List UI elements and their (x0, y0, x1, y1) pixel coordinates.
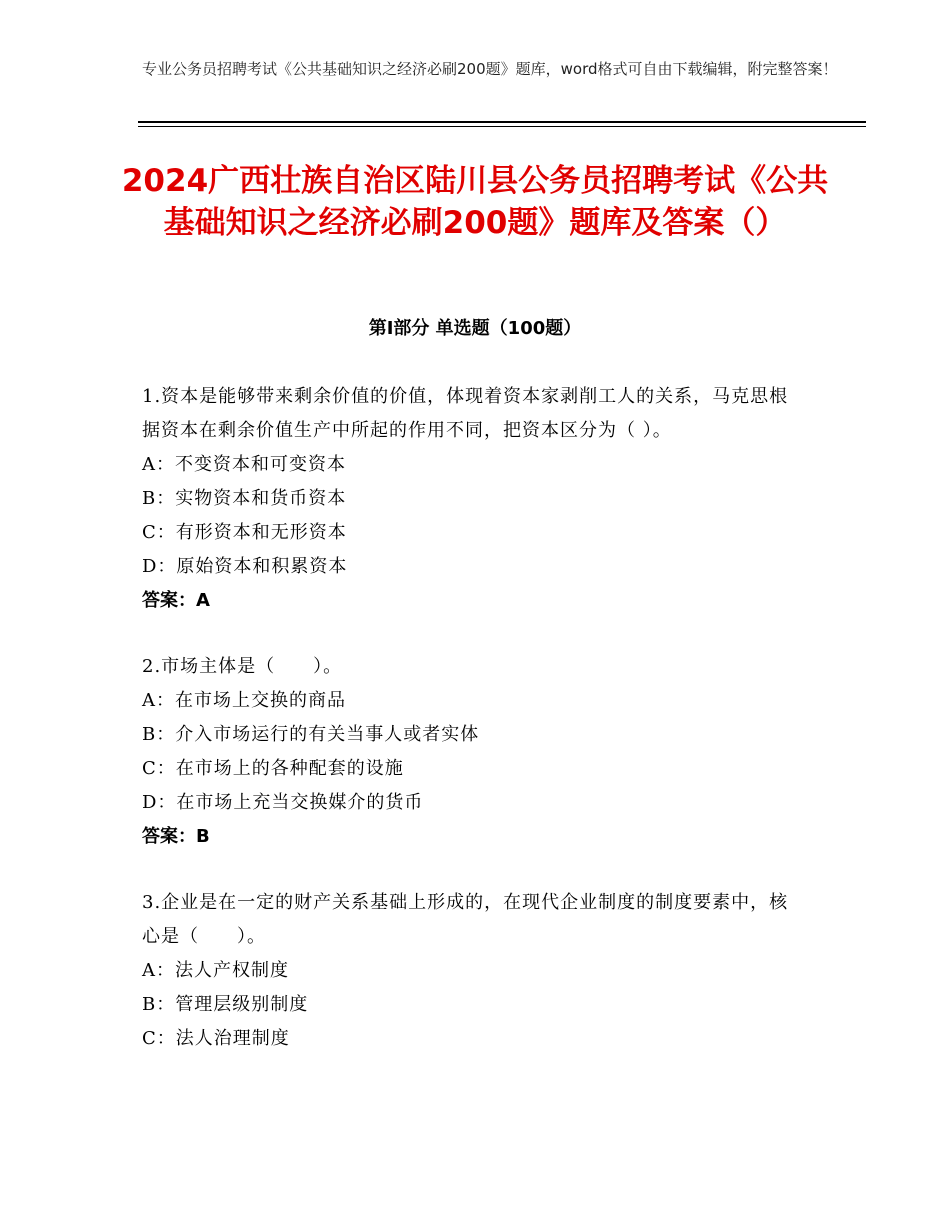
option-c: C：法人治理制度 (142, 1028, 290, 1049)
question-stem: 1.资本是能够带来剩余价值的价值，体现着资本家剥削工人的关系，马克思根据资本在剩余价值生产中所起的作用不同，把资本区分为（ ）。 (142, 386, 789, 441)
question-stem: 2.市场主体是（ ）。 (142, 656, 343, 677)
option-d: D：在市场上充当交换媒介的货币 (142, 792, 424, 813)
question-3 (142, 886, 802, 1056)
option-b: B：实物资本和货币资本 (142, 488, 347, 509)
option-a: A：法人产权制度 (142, 960, 289, 981)
document-title: 2024广西壮族自治区陆川县公务员招聘考试《公共基础知识之经济必刷200题》题库及答案（） (121, 163, 829, 241)
answer: 答案：A (142, 590, 210, 611)
option-c: C：有形资本和无形资本 (142, 522, 347, 543)
header-divider-thin (138, 126, 866, 127)
option-a: A：在市场上交换的商品 (142, 690, 346, 711)
option-b: B：介入市场运行的有关当事人或者实体 (142, 724, 480, 745)
question-2 (142, 650, 802, 854)
question-stem: 3.企业是在一定的财产关系基础上形成的，在现代企业制度的制度要素中，核心是（ ）。 (142, 892, 789, 947)
question-list (142, 380, 802, 1088)
section-title: 第Ⅰ部分 单选题（100题） (368, 318, 582, 339)
question-1 (142, 380, 802, 618)
header-divider-thick (138, 121, 866, 123)
answer: 答案：B (142, 826, 210, 847)
option-c: C：在市场上的各种配套的设施 (142, 758, 404, 779)
header-note: 专业公务员招聘考试《公共基础知识之经济必刷200题》题库，word格式可自由下载编辑，附完整答案！ (142, 60, 838, 78)
option-d: D：原始资本和积累资本 (142, 556, 348, 577)
option-b: B：管理层级别制度 (142, 994, 309, 1015)
option-a: A：不变资本和可变资本 (142, 454, 346, 475)
